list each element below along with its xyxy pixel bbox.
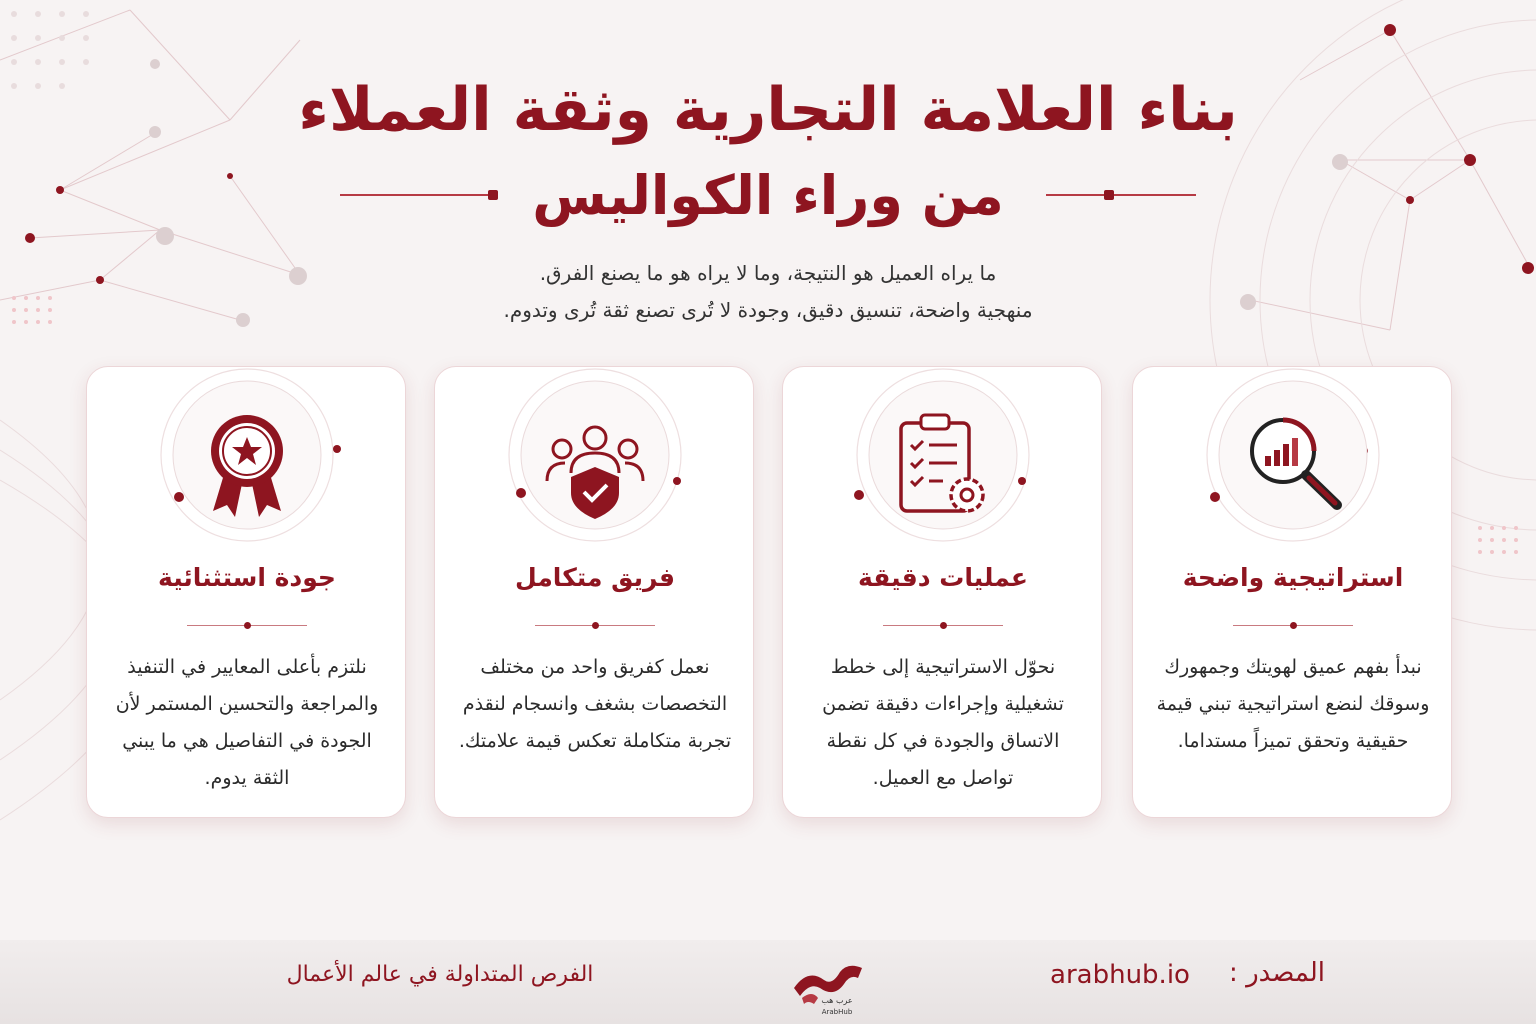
card-icon-area: [783, 367, 1103, 557]
team-shield-icon: [545, 423, 645, 523]
card-strategy: [1132, 366, 1452, 818]
title-divider-right: [1046, 194, 1196, 196]
card-icon-area: [1133, 367, 1453, 557]
card-title: فريق متكامل: [515, 563, 675, 592]
card-divider-dot: [1290, 622, 1297, 629]
card-divider-dot: [592, 622, 599, 629]
card-team: [434, 366, 754, 818]
card-description: نلتزم بأعلى المعايير في التنفيذ والمراجعة والتحسين المستمر لأن الجودة في التفاصيل هي ما يبني الثقة يدوم.: [115, 656, 379, 789]
logo-arabic-text: عرب هب: [821, 996, 853, 1005]
title-divider-right-dot: [1104, 190, 1114, 200]
card-divider-dot: [940, 622, 947, 629]
card-operations: [782, 366, 1102, 818]
subtitle-line-1: ما يراه العميل هو النتيجة، وما لا يراه هو ما يصنع الفرق.: [539, 261, 997, 285]
title-divider-left: [340, 194, 490, 196]
card-description: نعمل كفريق واحد من مختلف التخصصات بشغف وانسجام لنقذم تجربة متكاملة تعكس قيمة علامتك.: [458, 656, 732, 752]
subtitle-line-2: منهجية واضحة، تنسيق دقيق، وجودة لا تُرى تصنع ثقة تُرى وتدوم.: [503, 298, 1033, 322]
card-quality: [86, 366, 406, 818]
logo-english-text: ArabHub: [821, 1008, 853, 1016]
card-description: نحوّل الاستراتيجية إلى خطط تشغيلية وإجراءات دقيقة تضمن الاتساق والجودة في كل نقطة تواصل مع العميل.: [822, 656, 1064, 789]
card-icon-area: [435, 367, 755, 557]
clipboard-checklist-gear-icon: [893, 411, 993, 519]
footer-tagline: الفرص المتداولة في عالم الأعمال: [286, 962, 594, 987]
card-title: عمليات دقيقة: [857, 563, 1029, 592]
page-title: بناء العلامة التجارية وثقة العملاء: [298, 75, 1238, 145]
magnifier-chart-icon: [1243, 413, 1353, 513]
footer-source-label: المصدر :: [1229, 958, 1325, 988]
page-title-secondary: من وراء الكواليس: [532, 164, 1004, 227]
award-ribbon-star-icon: [207, 411, 287, 521]
title-divider-left-dot: [488, 190, 498, 200]
card-title: جودة استثنائية: [158, 563, 336, 592]
card-icon-area: [87, 367, 407, 557]
card-description: نبدأ بفهم عميق لهويتك وجمهورك وسوقك لنضع استراتيجية تبني قيمة حقيقية وتحقق تميزاً مستداما.: [1156, 656, 1430, 752]
footer-source-link[interactable]: arabhub.io: [1050, 960, 1190, 990]
card-title: استراتيجية واضحة: [1182, 563, 1404, 592]
card-divider-dot: [244, 622, 251, 629]
